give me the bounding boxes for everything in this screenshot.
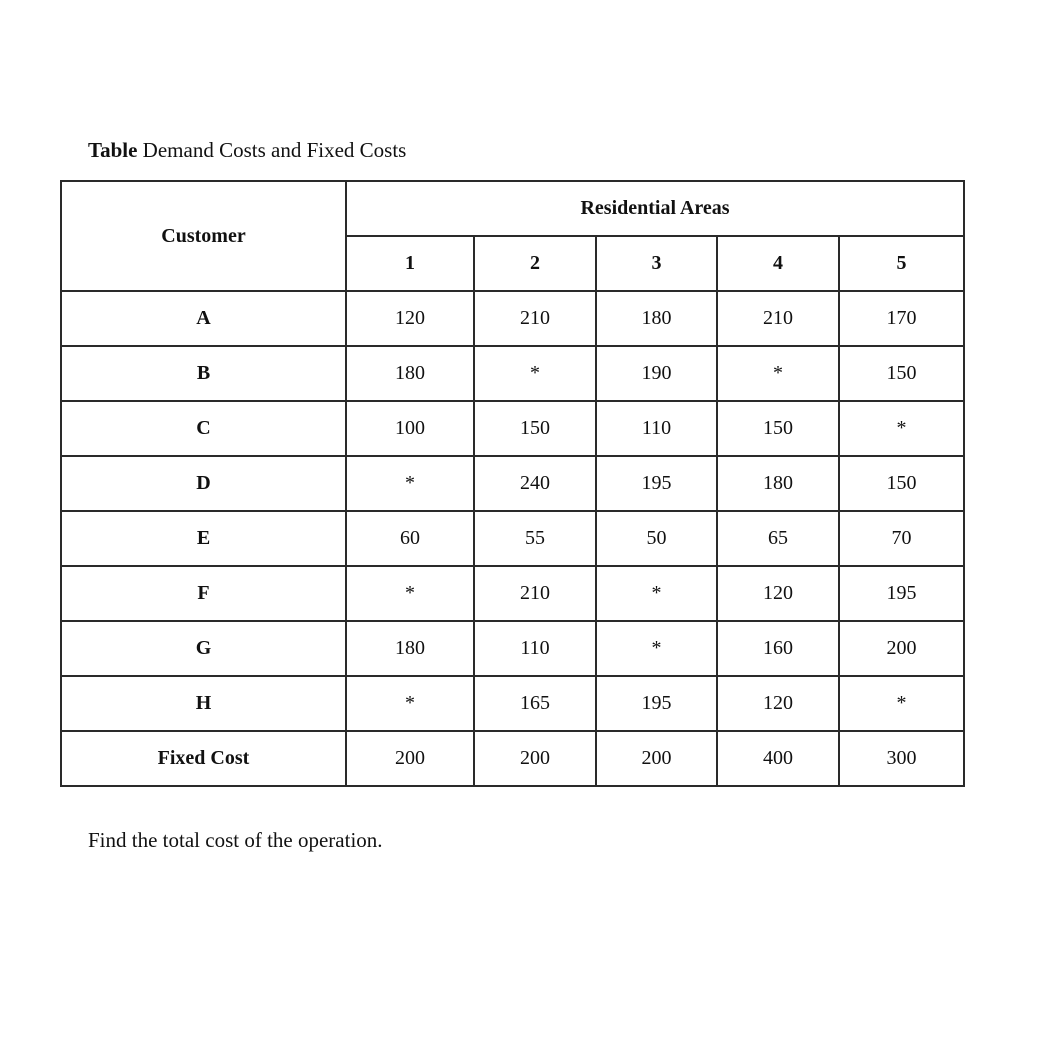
table-cell: 200 — [474, 731, 596, 786]
table-cell: 300 — [839, 731, 964, 786]
table-cell: 65 — [717, 511, 839, 566]
table-cell: 200 — [596, 731, 717, 786]
table-cell: 195 — [596, 676, 717, 731]
table-cell: 70 — [839, 511, 964, 566]
row-label: C — [61, 401, 346, 456]
table-cell: 195 — [839, 566, 964, 621]
table-cell: 50 — [596, 511, 717, 566]
table-cell: * — [346, 566, 474, 621]
table-cell: 150 — [839, 346, 964, 401]
residential-areas-header: Residential Areas — [346, 181, 964, 236]
column-header: 3 — [596, 236, 717, 291]
table-cell: 210 — [717, 291, 839, 346]
table-cell: 120 — [346, 291, 474, 346]
table-cell: 195 — [596, 456, 717, 511]
row-label: B — [61, 346, 346, 401]
row-label: E — [61, 511, 346, 566]
table-caption — [88, 138, 406, 162]
table-cell: 165 — [474, 676, 596, 731]
table-cell: 190 — [596, 346, 717, 401]
row-label: H — [61, 676, 346, 731]
customer-header: Customer — [61, 181, 346, 291]
table-cell: 210 — [474, 566, 596, 621]
table-cell: * — [596, 566, 717, 621]
column-header: 5 — [839, 236, 964, 291]
column-header: 4 — [717, 236, 839, 291]
table-cell: 120 — [717, 676, 839, 731]
table-row — [61, 401, 964, 456]
table-cell: 100 — [346, 401, 474, 456]
table-row — [61, 621, 964, 676]
table-row — [61, 566, 964, 621]
caption-text: Demand Costs and Fixed Costs — [142, 138, 407, 162]
table-cell: 160 — [717, 621, 839, 676]
table-cell: 180 — [346, 621, 474, 676]
table-cell: 150 — [839, 456, 964, 511]
table-row — [61, 676, 964, 731]
table-cell: 180 — [596, 291, 717, 346]
column-header: 2 — [474, 236, 596, 291]
table-cell: 400 — [717, 731, 839, 786]
table-cell: 150 — [717, 401, 839, 456]
table-cell: 240 — [474, 456, 596, 511]
table-cell: * — [346, 676, 474, 731]
caption-label: Table — [88, 138, 138, 162]
table-row — [61, 291, 964, 346]
column-header: 1 — [346, 236, 474, 291]
table-cell: * — [717, 346, 839, 401]
table-cell: 55 — [474, 511, 596, 566]
table-cell: 200 — [346, 731, 474, 786]
question-text: Find the total cost of the operation. — [88, 828, 383, 852]
table-cell: 180 — [346, 346, 474, 401]
table-row — [61, 346, 964, 401]
fixed-cost-row — [61, 731, 964, 786]
row-label: Fixed Cost — [61, 731, 346, 786]
table-cell: 110 — [596, 401, 717, 456]
table-cell: * — [596, 621, 717, 676]
table-cell: * — [346, 456, 474, 511]
table-cell: 60 — [346, 511, 474, 566]
row-label: G — [61, 621, 346, 676]
table-row — [61, 456, 964, 511]
row-label: F — [61, 566, 346, 621]
table-cell: 180 — [717, 456, 839, 511]
row-label: D — [61, 456, 346, 511]
table-cell: * — [474, 346, 596, 401]
table-cell: 120 — [717, 566, 839, 621]
cost-table — [60, 180, 965, 787]
table-cell: 170 — [839, 291, 964, 346]
table-cell: 200 — [839, 621, 964, 676]
table-cell: * — [839, 676, 964, 731]
table-cell: 110 — [474, 621, 596, 676]
row-label: A — [61, 291, 346, 346]
table-cell: 210 — [474, 291, 596, 346]
table-cell: 150 — [474, 401, 596, 456]
table-row — [61, 511, 964, 566]
table-cell: * — [839, 401, 964, 456]
